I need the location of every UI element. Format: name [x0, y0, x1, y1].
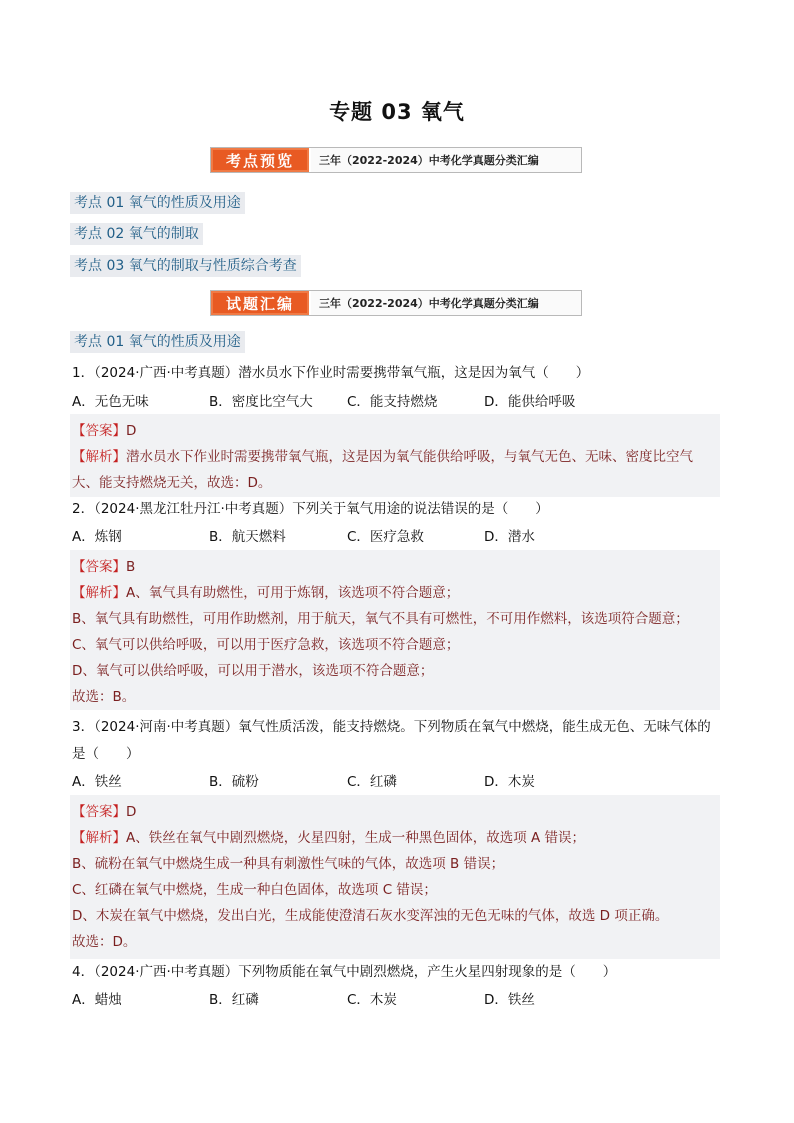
- analysis-line: B、硫粉在氧气中燃烧生成一种具有刺激性气味的气体，故选项 B 错误；: [72, 856, 505, 872]
- question-2-stem: 2．（2024·黑龙江牡丹江·中考真题）下列关于氧气用途的说法错误的是（ ）: [72, 501, 549, 517]
- question-3-stem-cont: 是（ ）: [72, 746, 140, 762]
- option-b: B．密度比空气大: [209, 394, 313, 410]
- answer-label: 【答案】: [72, 559, 126, 575]
- option-b: B．航天燃料: [209, 529, 286, 545]
- analysis-label: 【解析】: [72, 585, 126, 601]
- option-a: A．炼钢: [72, 529, 122, 545]
- banner-tag: 试题汇编: [211, 291, 311, 315]
- option-b: B．硫粉: [209, 774, 259, 790]
- answer-label: 【答案】: [72, 804, 126, 820]
- analysis-line: B、氧气具有助燃性，可用作助燃剂，用于航天，氧气不具有可燃性，不可用作燃料，该选项符合题意；: [72, 611, 689, 627]
- banner-subtitle: 三年（2022-2024）中考化学真题分类汇编: [319, 154, 539, 167]
- answer-value: B: [126, 559, 136, 575]
- compilation-banner: [210, 290, 582, 316]
- question-3-answer-box: [70, 795, 720, 959]
- question-3-stem: 3．（2024·河南·中考真题）氧气性质活泼，能支持燃烧。下列物质在氧气中燃烧，能生成无色、无味气体的: [72, 719, 711, 735]
- toc-item-3[interactable]: 考点 03 氧气的制取与性质综合考查: [70, 255, 301, 277]
- analysis-line: A、铁丝在氧气中剧烈燃烧，火星四射，生成一种黑色固体，故选项 A 错误；: [126, 830, 586, 846]
- analysis-line: C、红磷在氧气中燃烧，生成一种白色固体，故选项 C 错误；: [72, 882, 437, 898]
- page-title: 专题 03 氧气: [329, 100, 465, 124]
- analysis-line: D、木炭在氧气中燃烧，发出白光，生成能使澄清石灰水变浑浊的无色无味的气体，故选 D 项正确。: [72, 908, 669, 924]
- preview-banner: [210, 147, 582, 173]
- analysis-line: 大、能支持燃烧无关，故选：D。: [72, 475, 272, 491]
- question-4-stem: 4．（2024·广西·中考真题）下列物质能在氧气中剧烈燃烧，产生火星四射现象的是（ ）: [72, 964, 617, 980]
- answer-label: 【答案】: [72, 423, 126, 439]
- question-1-answer-box: [70, 414, 720, 497]
- option-c: C．医疗急救: [347, 529, 424, 545]
- answer-value: D: [126, 423, 137, 439]
- option-c: C．能支持燃烧: [347, 394, 438, 410]
- option-d: D．木炭: [484, 774, 535, 790]
- banner-tag: 考点预览: [211, 148, 311, 172]
- section-heading: 考点 01 氧气的性质及用途: [70, 331, 245, 353]
- analysis-line: C、氧气可以供给呼吸，可以用于医疗急救，该选项不符合题意；: [72, 637, 460, 653]
- analysis-line: D、氧气可以供给呼吸，可以用于潜水，该选项不符合题意；: [72, 663, 434, 679]
- question-2-answer-box: [70, 550, 720, 710]
- analysis-label: 【解析】: [72, 449, 126, 465]
- option-a: A．无色无味: [72, 394, 149, 410]
- toc-item-1[interactable]: 考点 01 氧气的性质及用途: [70, 192, 245, 214]
- toc-item-2[interactable]: 考点 02 氧气的制取: [70, 223, 203, 245]
- option-a: A．蜡烛: [72, 992, 122, 1008]
- answer-value: D: [126, 804, 137, 820]
- option-c: C．木炭: [347, 992, 397, 1008]
- analysis-line: 潜水员水下作业时需要携带氧气瓶，这是因为氧气能供给呼吸，与氧气无色、无味、密度比空气: [126, 449, 693, 465]
- analysis-line: 故选：B。: [72, 689, 136, 705]
- analysis-line: 故选：D。: [72, 934, 137, 950]
- option-b: B．红磷: [209, 992, 259, 1008]
- option-c: C．红磷: [347, 774, 397, 790]
- option-d: D．能供给呼吸: [484, 394, 576, 410]
- analysis-label: 【解析】: [72, 830, 126, 846]
- option-d: D．潜水: [484, 529, 535, 545]
- analysis-line: A、氧气具有助燃性，可用于炼钢，该选项不符合题意；: [126, 585, 460, 601]
- option-d: D．铁丝: [484, 992, 535, 1008]
- option-a: A．铁丝: [72, 774, 122, 790]
- banner-subtitle: 三年（2022-2024）中考化学真题分类汇编: [319, 297, 539, 310]
- question-1-stem: 1．（2024·广西·中考真题）潜水员水下作业时需要携带氧气瓶，这是因为氧气（ ）: [72, 365, 590, 381]
